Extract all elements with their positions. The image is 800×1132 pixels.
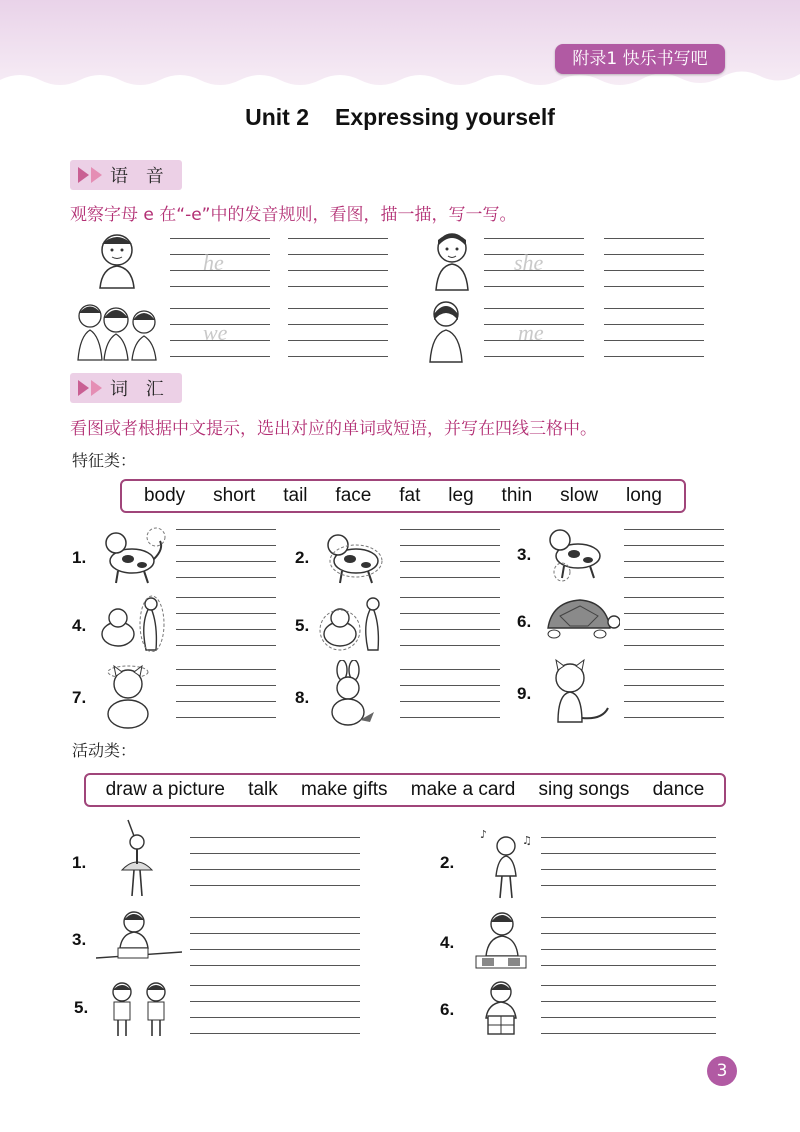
play-arrow-icon bbox=[91, 380, 102, 396]
item-number: 4. bbox=[440, 933, 455, 952]
unit-number: Unit 2 bbox=[245, 104, 310, 130]
features-label: 特征类： bbox=[72, 451, 137, 470]
item-number: 2. bbox=[295, 548, 310, 567]
page-number: 3 bbox=[707, 1056, 737, 1086]
word-option: tail bbox=[283, 485, 308, 506]
phonics-section-label: 语 音 bbox=[110, 166, 170, 187]
writing-lines[interactable] bbox=[190, 985, 360, 1033]
trace-word: we bbox=[203, 320, 228, 345]
item-number: 3. bbox=[517, 545, 532, 564]
svg-text:♫: ♫ bbox=[522, 834, 532, 847]
rabbit-picture bbox=[320, 660, 378, 728]
phrase-option: draw a picture bbox=[105, 779, 225, 800]
trace-word: me bbox=[518, 320, 544, 345]
activities-label: 活动类： bbox=[72, 741, 137, 760]
writing-lines[interactable] bbox=[541, 985, 716, 1033]
dog-picture bbox=[320, 525, 390, 585]
phrase-option: make a card bbox=[410, 779, 516, 800]
writing-lines[interactable] bbox=[400, 669, 500, 717]
unit-topic: Expressing yourself bbox=[335, 104, 555, 130]
item-number: 6. bbox=[440, 1000, 455, 1019]
writing-lines[interactable] bbox=[604, 238, 704, 286]
children-group-picture bbox=[70, 298, 162, 362]
svg-text:♪: ♪ bbox=[480, 828, 488, 841]
girl-pointing-picture bbox=[418, 298, 474, 364]
card-making-child-picture bbox=[472, 908, 530, 972]
writing-lines[interactable] bbox=[176, 597, 276, 645]
girl-picture bbox=[420, 228, 484, 292]
item-number: 2. bbox=[440, 853, 455, 872]
turtle-picture bbox=[540, 596, 620, 642]
item-number: 9. bbox=[517, 684, 532, 703]
writing-lines[interactable] bbox=[604, 308, 704, 356]
gift-making-child-picture bbox=[476, 978, 526, 1038]
play-arrow-icon bbox=[78, 167, 89, 183]
writing-lines[interactable] bbox=[176, 669, 276, 717]
dog-picture bbox=[542, 522, 612, 582]
vocab-instruction: 看图或者根据中文提示，选出对应的单词或短语，并写在四线三格中。 bbox=[70, 419, 597, 439]
writing-lines[interactable] bbox=[624, 529, 724, 577]
writing-lines[interactable] bbox=[624, 597, 724, 645]
phrase-option: dance bbox=[652, 779, 705, 800]
appendix-tag: 附录1 快乐书写吧 bbox=[555, 44, 725, 74]
activity-word-box bbox=[84, 773, 726, 807]
item-number: 5. bbox=[295, 616, 310, 635]
item-number: 4. bbox=[72, 616, 87, 635]
drawing-child-picture bbox=[96, 908, 182, 966]
item-number: 5. bbox=[74, 998, 89, 1017]
word-option: face bbox=[335, 485, 372, 506]
word-option: short bbox=[213, 485, 256, 506]
unit-title bbox=[0, 104, 800, 131]
word-option: long bbox=[626, 485, 662, 506]
phrase-option: make gifts bbox=[300, 779, 388, 800]
writing-lines[interactable] bbox=[288, 308, 388, 356]
item-number: 8. bbox=[295, 688, 310, 707]
two-cats-picture bbox=[318, 592, 390, 652]
item-number: 1. bbox=[72, 548, 87, 567]
word-option: leg bbox=[448, 485, 474, 506]
word-option: slow bbox=[560, 485, 599, 506]
item-number: 3. bbox=[72, 930, 87, 949]
dog-picture bbox=[98, 525, 168, 585]
writing-lines[interactable] bbox=[190, 917, 360, 965]
play-arrow-icon bbox=[91, 167, 102, 183]
trace-word: he bbox=[203, 250, 224, 275]
vocab-section-label: 词 汇 bbox=[110, 379, 170, 400]
item-number: 1. bbox=[72, 853, 87, 872]
cat-tail-picture bbox=[546, 656, 612, 726]
word-option: body bbox=[143, 485, 186, 506]
ballet-dancer-picture bbox=[112, 818, 162, 898]
phonics-section-tag bbox=[70, 160, 182, 190]
writing-lines[interactable] bbox=[624, 669, 724, 717]
trace-word: she bbox=[514, 250, 544, 275]
writing-lines[interactable] bbox=[400, 597, 500, 645]
phrase-option: talk bbox=[248, 779, 278, 800]
writing-lines[interactable] bbox=[176, 529, 276, 577]
two-boys-talking-picture bbox=[104, 978, 178, 1038]
writing-lines[interactable] bbox=[541, 837, 716, 885]
writing-lines[interactable] bbox=[541, 917, 716, 965]
writing-lines[interactable] bbox=[400, 529, 500, 577]
two-cats-picture bbox=[96, 592, 168, 652]
item-number: 6. bbox=[517, 612, 532, 631]
vocab-section-tag bbox=[70, 373, 182, 403]
cat-picture bbox=[100, 660, 158, 730]
word-option: thin bbox=[501, 485, 533, 506]
item-number: 7. bbox=[72, 688, 87, 707]
play-arrow-icon bbox=[78, 380, 89, 396]
writing-lines[interactable] bbox=[190, 837, 360, 885]
boy-picture bbox=[82, 230, 152, 290]
word-option: fat bbox=[399, 485, 421, 506]
feature-word-box bbox=[120, 479, 686, 513]
singing-girl-picture bbox=[478, 826, 534, 900]
writing-lines[interactable] bbox=[288, 238, 388, 286]
phrase-option: sing songs bbox=[538, 779, 630, 800]
phonics-instruction: 观察字母 e 在“-e”中的发音规则，看图，描一描，写一写。 bbox=[70, 205, 517, 225]
